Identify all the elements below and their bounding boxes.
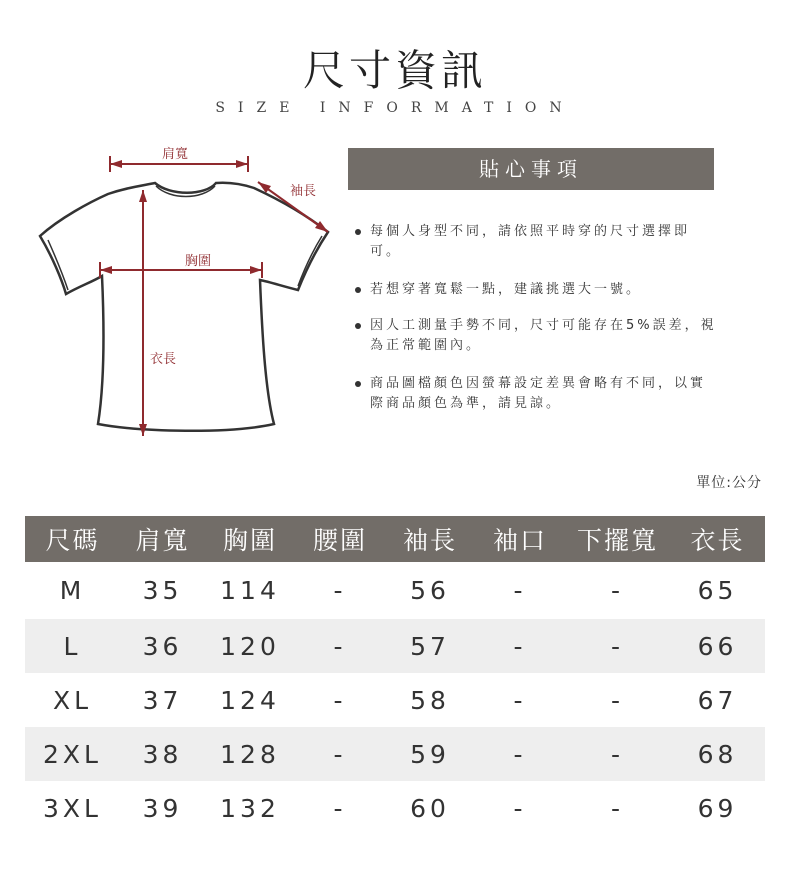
table-cell: 2XL	[25, 727, 120, 781]
table-cell: -	[475, 619, 565, 673]
table-cell: -	[513, 576, 527, 605]
notes-heading: 貼心事項	[348, 148, 714, 190]
sleeve-length-label: 袖長	[288, 180, 318, 199]
table-cell: -	[333, 576, 347, 605]
table-cell: XL	[52, 685, 93, 715]
table-cell: -	[475, 727, 565, 781]
column-header: 下擺寬	[565, 516, 670, 562]
table-cell: 58	[410, 685, 450, 715]
table-cell: 66	[670, 619, 765, 673]
table-cell: -	[610, 685, 625, 715]
table-row	[25, 619, 765, 673]
table-cell: 37	[142, 685, 183, 715]
page-subtitle: SIZE INFORMATION	[215, 100, 575, 116]
unit-label: 單位:公分	[696, 475, 762, 491]
table-row	[25, 727, 765, 781]
column-header: 袖長	[385, 516, 475, 562]
column-header: 袖口	[475, 516, 565, 562]
page-title: 尺寸資訊	[302, 46, 487, 95]
table-cell: 65	[697, 576, 738, 605]
table-cell: -	[610, 793, 625, 823]
table-cell: 60	[410, 793, 450, 823]
table-cell: M	[59, 576, 86, 605]
table-cell: -	[295, 727, 385, 781]
note-item: 每個人身型不同，請依照平時穿的尺寸選擇即可。	[350, 222, 720, 262]
table-cell: -	[565, 727, 670, 781]
table-header-row	[25, 516, 765, 562]
table-cell: 120	[205, 619, 295, 673]
table-cell: -	[513, 685, 527, 715]
note-item: 若想穿著寬鬆一點，建議挑選大一號。	[350, 280, 720, 300]
chest-label: 胸圍	[183, 250, 213, 269]
table-cell: 3XL	[43, 793, 102, 823]
column-header: 胸圍	[205, 516, 295, 562]
table-cell: 114	[220, 576, 280, 605]
size-table	[25, 516, 765, 835]
table-row	[25, 781, 765, 835]
table-cell: 35	[142, 576, 183, 605]
table-cell: -	[565, 619, 670, 673]
note-item: 因人工測量手勢不同，尺寸可能存在5%誤差，視為正常範圍內。	[350, 316, 720, 356]
column-header: 尺碼	[25, 516, 120, 562]
tshirt-diagram	[30, 140, 350, 450]
column-header: 肩寬	[120, 516, 205, 562]
table-cell: 38	[120, 727, 205, 781]
table-cell: 67	[697, 685, 738, 715]
table-cell: -	[610, 576, 625, 605]
table-cell: -	[333, 793, 347, 823]
table-cell: 39	[142, 793, 183, 823]
notes-list	[350, 222, 720, 432]
body-length-label: 衣長	[148, 348, 178, 367]
table-cell: 68	[670, 727, 765, 781]
table-cell: 56	[410, 576, 450, 605]
table-cell: 128	[205, 727, 295, 781]
column-header: 腰圍	[295, 516, 385, 562]
table-cell: 59	[385, 727, 475, 781]
column-header: 衣長	[670, 516, 765, 562]
table-cell: 57	[385, 619, 475, 673]
table-cell: -	[513, 793, 527, 823]
table-cell: -	[295, 619, 385, 673]
table-cell: -	[333, 685, 347, 715]
table-row	[25, 673, 765, 727]
table-cell: 132	[220, 793, 280, 823]
table-cell: L	[25, 619, 120, 673]
shoulder-width-label: 肩寬	[160, 143, 190, 162]
table-row	[25, 562, 765, 619]
note-item: 商品圖檔顏色因螢幕設定差異會略有不同，以實際商品顏色為準，請見諒。	[350, 374, 720, 414]
table-cell: 124	[220, 685, 280, 715]
table-cell: 36	[120, 619, 205, 673]
table-cell: 69	[697, 793, 738, 823]
